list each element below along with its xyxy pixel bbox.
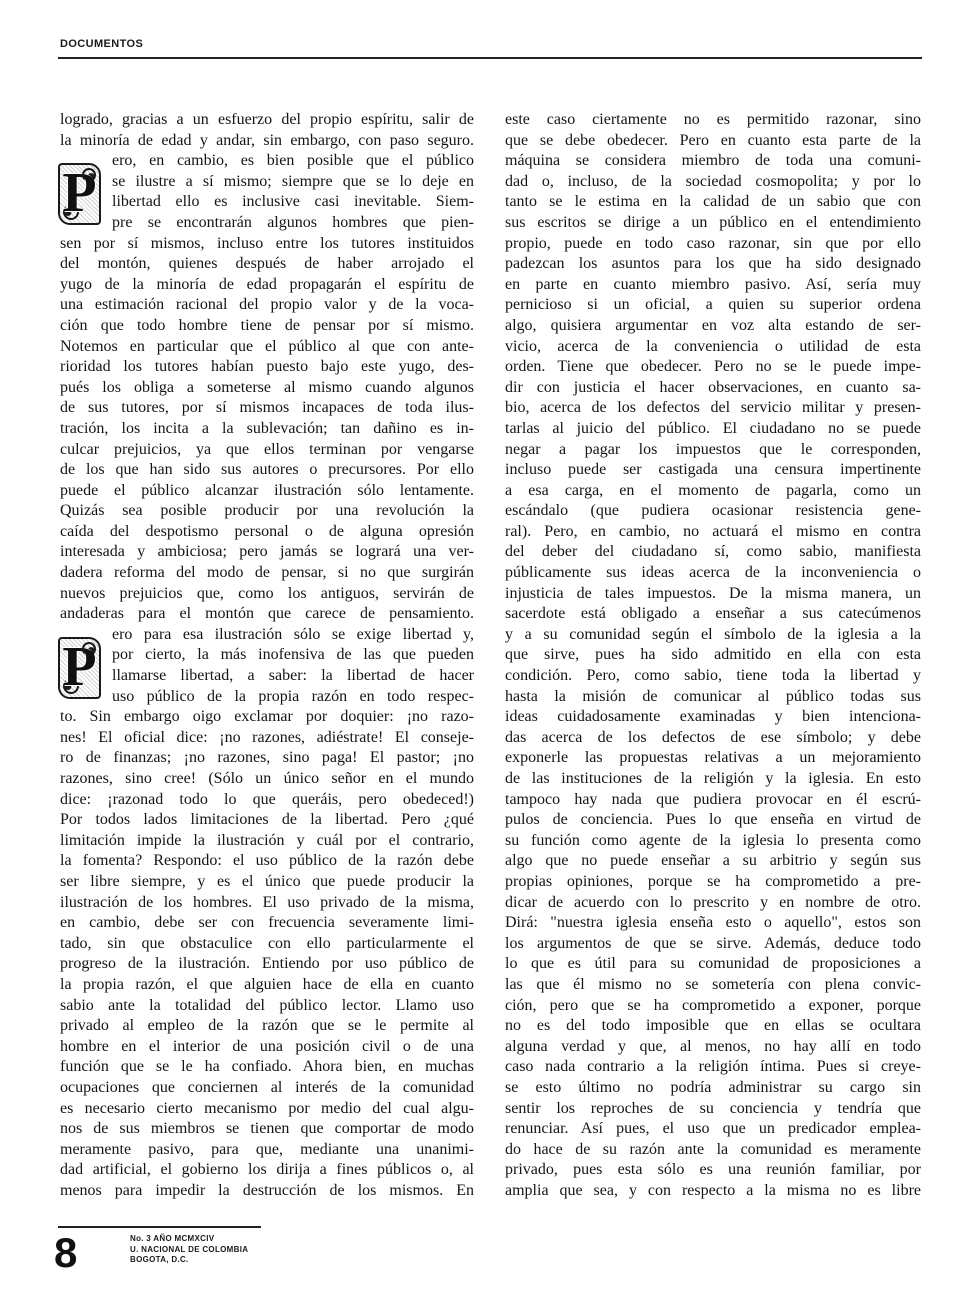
text-line: y a su comunidad según el símbolo de la iglesia a la xyxy=(505,625,921,643)
text-line: de sus tutores, por sí mismos incapaces de toda ilus- xyxy=(60,399,474,417)
text-line: exponerle las propuestas relativas a un mejoramiento xyxy=(505,749,921,767)
text-line: sabio ante la totalidad del público lector. Llamo uso xyxy=(60,996,474,1014)
text-line: dice: ¡razonad todo lo que queráis, pero obedeced!) xyxy=(60,790,474,808)
text-line: dad o, incluso, de la sociedad cosmopolita; y por lo xyxy=(505,172,921,190)
text-line: se ilustre a sí mismo; siempre que se lo deje en xyxy=(112,172,474,190)
text-line: en cambio, debe ser con frecuencia severamente limi- xyxy=(60,914,474,932)
text-line: algo que no puede enseñar a su arbitrio y según sus xyxy=(505,852,921,870)
paragraph xyxy=(60,151,474,625)
text-line: ción que todo hombre tiene de pensar por sí mismo. xyxy=(60,316,474,334)
text-line: a esa carga, en el momento de pagarla, como un xyxy=(505,481,921,499)
text-line: ral). Pero, en cambio, no actuará el mismo en contra xyxy=(505,522,921,540)
text-line: pués los obliga a someterse al mismo cuando algunos xyxy=(60,378,474,396)
text-line: Quizás sea posible producir por una revolución la xyxy=(60,502,474,520)
text-line: algo, quisiera argumentar en voz alta estando de ser- xyxy=(505,316,921,334)
left-column xyxy=(60,110,474,1201)
text-line: dir con justicia el hacer observaciones, en cuanto sa- xyxy=(505,378,921,396)
text-line: rioridad los tutores habían puesto bajo este yugo, des- xyxy=(60,358,474,376)
text-line: Notemos en particular que el público al que con ante- xyxy=(60,337,474,355)
text-line: negar a pagar los impuestos que le corresponden, xyxy=(505,440,921,458)
imprint-city: BOGOTA, D.C. xyxy=(130,1255,189,1265)
paragraph xyxy=(60,625,474,1202)
paragraph xyxy=(60,110,474,151)
text-line: sen por sí mismos, incluso entre los tutores instituidos xyxy=(60,234,474,252)
text-line: incluso puede ser castigada una censura impertinente xyxy=(505,461,921,479)
text-line: ideas cuidadosamente examinadas y bien intenciona- xyxy=(505,708,921,726)
text-line: interesada y ambiciosa; pero jamás se logrará una ver- xyxy=(60,543,474,561)
text-line: limitación impide la ilustración y cuál por el contrario, xyxy=(60,831,474,849)
text-line: ocupaciones que conciernen al interés de la comunidad xyxy=(60,1078,474,1096)
text-line: tanto se le estima en la calidad de un sabio que con xyxy=(505,193,921,211)
text-line: máquina se considera miembro de toda una comuni- xyxy=(505,152,921,170)
text-line: privado, pues esta sólo es una reunión familiar, por xyxy=(505,1161,921,1179)
text-line: culcar prejuicios, ya que ellos terminan por vengarse xyxy=(60,440,474,458)
text-line: sus escritos se dirige a un público en el entendimiento xyxy=(505,213,921,231)
text-line: este caso ciertamente no es permitido razonar, sino xyxy=(505,111,921,128)
text-line: condición. Pero, como sabio, tiene toda la libertad y xyxy=(505,667,921,685)
text-line: tración, los incita a la sublevación; tan dañino es in- xyxy=(60,419,474,437)
text-line: progreso de la ilustración. Entiendo por uso público de xyxy=(60,955,474,973)
text-line: vicio, acerca de la conveniencia o utilidad de esta xyxy=(505,337,921,355)
text-line: dadera reforma del modo de pensar, si no que surgirán xyxy=(60,564,474,582)
text-line: función que se le ha confiado. Ahora bien, en muchas xyxy=(60,1058,474,1076)
text-line: en parte en cuanto miembro pasivo. Así, sería muy xyxy=(505,275,921,293)
footer-rule xyxy=(58,1226,261,1228)
text-line: hombre en el interior de una posición civil o de una xyxy=(60,1037,474,1055)
text-line: tarlas al juicio del público. El ciudadano no se puede xyxy=(505,419,921,437)
text-line: nuevos prejuicios que, como los antiguos, servirán de xyxy=(60,584,474,602)
text-line: nos de sus miembros se tienen que comportar de modo xyxy=(60,1120,474,1138)
text-line: hasta la misión de comunicar al público todas sus xyxy=(505,687,921,705)
text-line: libertad ello es inclusive casi inevitable. Siem- xyxy=(112,193,474,211)
text-line: ro de finanzas; ¡no razones, sino paga! El pastor; ¡no xyxy=(60,749,474,767)
page-number: 8 xyxy=(54,1229,78,1276)
text-line: Dirá: "nuestra iglesia enseña esto o aquello", estos son xyxy=(505,914,921,932)
text-line: pulos de conciencia. Pues lo que enseña en virtud de xyxy=(505,811,921,829)
text-line: privado al empleo de la razón que se le permite al xyxy=(60,1017,474,1035)
text-line: que se debe obedecer. Pero en cuanto esta parte de la xyxy=(505,131,921,149)
text-line: su función como agente de la iglesia lo presenta como xyxy=(505,831,921,849)
text-line: caso nada contrario a la religión íntima. Pues si creye- xyxy=(505,1058,921,1076)
text-line: meramente pasivo, para que, mediante una unanimi- xyxy=(60,1140,474,1158)
imprint-publisher: U. NACIONAL DE COLOMBIA xyxy=(130,1244,249,1254)
text-line: to. Sin embargo oigo exclamar por doquier: ¡no razo- xyxy=(60,708,474,726)
text-line: propias opiniones, porque se ha comprometido a pre- xyxy=(505,872,921,890)
imprint-issue: No. 3 AÑO MCMXCIV xyxy=(130,1234,215,1243)
text-line: del montón, quienes después de haber arrojado el xyxy=(60,255,474,273)
text-line: se esto último no podría administrar su cargo sin xyxy=(505,1078,921,1096)
text-line: ero, en cambio, es bien posible que el público xyxy=(112,152,474,170)
text-line: lo que es útil para su comunidad de proposiciones a xyxy=(505,955,921,973)
text-line: nes! El oficial dice: ¡no razones, adiéstrate! El conseje- xyxy=(60,728,474,746)
text-line: ilustración de los hombres. El uso privado de la misma, xyxy=(60,893,474,911)
text-line: puede el público alcanzar ilustración sólo lentamente. xyxy=(60,481,474,499)
text-line: por cierto, la más inofensiva de las que pueden xyxy=(112,646,474,664)
text-line: la minoría de edad y andar, sin embargo, con paso seguro. xyxy=(60,131,474,149)
paragraph xyxy=(505,110,921,1201)
text-line: sentir los reproches de su conciencia y tendría que xyxy=(505,1099,921,1117)
text-line: das acerca de los defectos de ese símbolo; y debe xyxy=(505,728,921,746)
text-line: la fomenta? Respondo: el uso público de la razón debe xyxy=(60,852,474,870)
text-line: propio, puede en todo caso razonar, sin que por ello xyxy=(505,234,921,252)
ornamental-drop-cap xyxy=(58,637,101,699)
imprint xyxy=(130,1234,248,1266)
text-line: los argumentos de que se sirve. Además, deduce todo xyxy=(505,934,921,952)
text-line: la propia razón, el que alguien hace de ella en cuanto xyxy=(60,975,474,993)
text-line: yugo de la minoría de edad propagarán el espíritu de xyxy=(60,275,474,293)
text-line: pernicioso si un oficial, a quien su superior ordena xyxy=(505,296,921,314)
text-line: una estimación racional del propio valor y de la voca- xyxy=(60,296,474,314)
text-line: tado, sin que obstaculice con ello particularmente el xyxy=(60,934,474,952)
text-line: ción, pero que se ha comprometido a exponer, porque xyxy=(505,996,921,1014)
text-line: del deber del ciudadano sí, como sabio, manifiesta xyxy=(505,543,921,561)
text-line: razones, sino cree! (Sólo un único señor en el mundo xyxy=(60,770,474,787)
text-line: pre se encontrarán algunos hombres que pien- xyxy=(112,213,474,231)
text-line: sacerdote está obligado a enseñar a sus catecúmenos xyxy=(505,605,921,623)
right-column xyxy=(505,110,921,1201)
text-line: no es del todo imposible que en ellas se ocultara xyxy=(505,1017,921,1035)
text-line: amplia que sea, y con respecto a la misma no es libre xyxy=(505,1181,921,1199)
text-line: ser libre siempre, y es el único que puede producir la xyxy=(60,872,474,890)
text-line: tampoco hay nada que pudiera provocar en él escrú- xyxy=(505,790,921,808)
text-line: ero para esa ilustración sólo se exige libertad y, xyxy=(112,625,474,643)
text-line: dicar de acuerdo con lo prescrito y en nombre de otro. xyxy=(505,893,921,911)
text-line: logrado, gracias a un esfuerzo del propio espíritu, salir de xyxy=(60,111,474,128)
text-line: injusticia de tales impuestos. De la misma manera, un xyxy=(505,584,921,602)
header-rule xyxy=(58,57,922,59)
text-line: bio, acerca de los defectos del servicio militar y presen- xyxy=(505,399,921,417)
text-line: llamarse libertad, a saber: la libertad de hacer xyxy=(112,667,474,685)
text-line: de los que han sido sus autores o precursores. Por ello xyxy=(60,461,474,479)
drop-cap-letter: P xyxy=(62,636,97,698)
text-line: públicamente sus ideas acerca de la inconveniencia o xyxy=(505,564,921,582)
text-line: andaderas para el montón que carece de pensamiento. xyxy=(60,605,474,623)
text-line: las que él mismo no se sometería con plena convic- xyxy=(505,975,921,993)
text-line: menos para impedir la destrucción de los mismos. En xyxy=(60,1181,474,1199)
text-line: uso público de la propia razón en todo respec- xyxy=(112,687,474,705)
text-line: de las instituciones de la religión y la iglesia. En esto xyxy=(505,770,921,787)
text-line: orden. Tiene que obedecer. Pero no se le puede impe- xyxy=(505,358,921,376)
text-line: que sirve, pues ha sido admitido en ella con esta xyxy=(505,646,921,664)
text-line: dad artificial, el gobierno los dirija a fines públicos o, al xyxy=(60,1161,474,1179)
text-line: padezcan los asuntos para los que ha sido designado xyxy=(505,255,921,273)
text-line: alguna verdad y que, al menos, no hay allí en todo xyxy=(505,1037,921,1055)
text-line: caída del despotismo personal o de alguna opresión xyxy=(60,522,474,540)
text-line: escándalo (que pudiera ocasionar resistencia gene- xyxy=(505,502,921,520)
text-line: do hace de su razón ante la comunidad es meramente xyxy=(505,1140,921,1158)
ornamental-drop-cap xyxy=(58,163,101,225)
text-line: renunciar. Así pues, el uso que un predicador emplea- xyxy=(505,1120,921,1138)
section-title: DOCUMENTOS xyxy=(60,38,144,50)
text-line: Por todos lados limitaciones de la libertad. Pero ¿qué xyxy=(60,811,474,829)
drop-cap-letter: P xyxy=(62,163,97,225)
text-line: es necesario cierto mecanismo por medio del cual algu- xyxy=(60,1099,474,1117)
